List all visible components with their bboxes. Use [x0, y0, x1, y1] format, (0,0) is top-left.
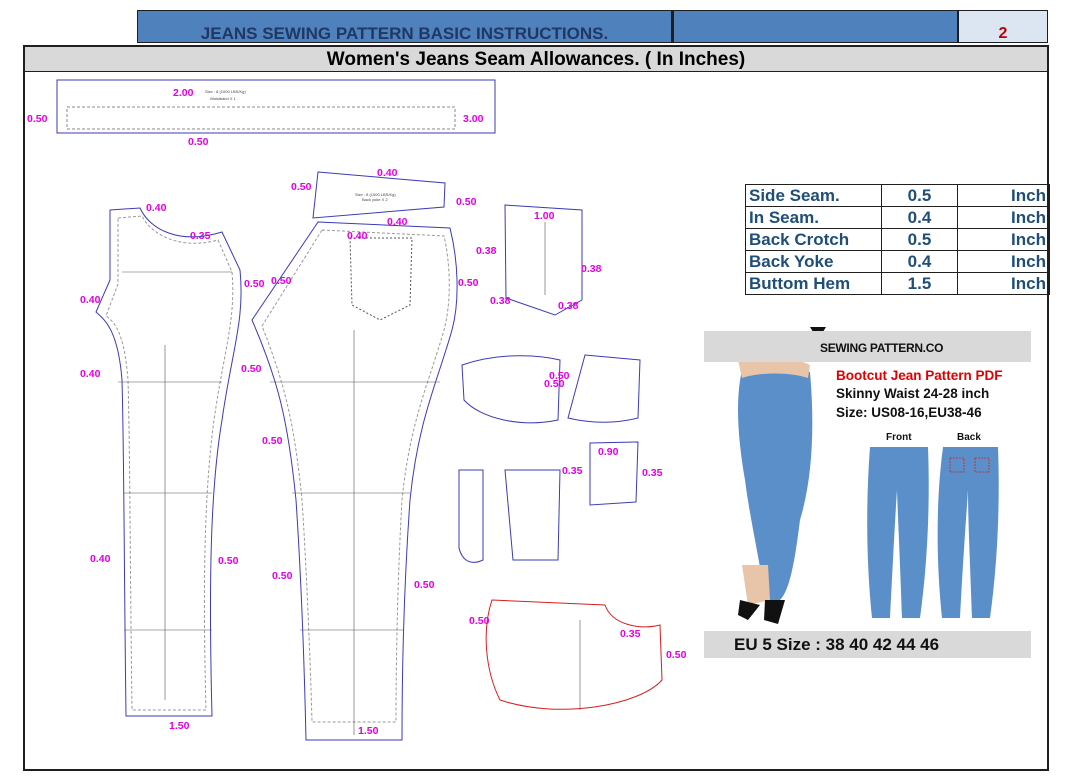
- dim-yoke-left: 0.50: [291, 181, 312, 193]
- ad-brand-name: SEWING PATTERN.CO: [820, 341, 944, 355]
- row-name: Buttom Hem: [746, 273, 882, 295]
- pocket-bag-piece: [486, 600, 662, 709]
- svg-text:Back yoke X 2: Back yoke X 2: [362, 197, 388, 202]
- dim-front-top: 0.40: [146, 202, 167, 214]
- back-leg-piece: [252, 222, 457, 740]
- front-jeans-image: [867, 447, 929, 618]
- row-unit: Inch: [958, 207, 1050, 229]
- table-row: [746, 251, 1050, 273]
- page-number: 2: [958, 10, 1048, 43]
- row-unit: Inch: [958, 229, 1050, 251]
- dim-front-rise: 0.35: [190, 230, 211, 242]
- row-value: 0.5: [882, 185, 958, 207]
- dim-facing-right: 0.50: [544, 378, 565, 390]
- back-leg-seamline: [262, 230, 449, 722]
- dim-front-left-mid: 0.40: [80, 368, 101, 380]
- row-name: In Seam.: [746, 207, 882, 229]
- dim-back-left-upper: 0.50: [271, 275, 292, 287]
- row-value: 0.4: [882, 251, 958, 273]
- dim-yoke-bottom: 0.40: [387, 216, 408, 228]
- dim-yoke-top: 0.40: [377, 167, 398, 179]
- ad-waist-info: Skinny Waist 24-28 inch: [836, 386, 990, 401]
- dim-back-left-low: 0.50: [272, 570, 293, 582]
- dim-waistband-bottom: 0.50: [188, 136, 209, 148]
- back-pocket-outline: [350, 238, 412, 320]
- ad-front-label: Front: [886, 432, 912, 443]
- page-subtitle: Women's Jeans Seam Allowances. ( In Inches): [25, 47, 1047, 72]
- dim-bag-right: 0.50: [666, 649, 687, 661]
- dim-back-top: 0.40: [347, 230, 368, 242]
- waistband-seamline: [67, 107, 455, 129]
- dim-waistband-right: 3.00: [463, 113, 484, 125]
- dim-back-left-mid2: 0.50: [262, 435, 283, 447]
- dim-back-left-mid: 0.50: [241, 363, 262, 375]
- dim-front-left-upper: 0.40: [80, 294, 101, 306]
- dim-bag-left: 0.50: [469, 615, 490, 627]
- row-name: Back Crotch: [746, 229, 882, 251]
- row-unit: Inch: [958, 273, 1050, 295]
- ad-sizes-text: EU 5 Size : 38 40 42 44 46: [734, 635, 940, 654]
- back-jeans-image: [938, 447, 999, 618]
- dim-pocket-top: 1.00: [534, 210, 555, 222]
- table-row: [746, 207, 1050, 229]
- row-value: 1.5: [882, 273, 958, 295]
- table-row: [746, 273, 1050, 295]
- dim-coin-left: 0.35: [562, 465, 583, 477]
- dim-facing-left: 0.50: [549, 370, 570, 382]
- row-unit: Inch: [958, 251, 1050, 273]
- ad-back-label: Back: [957, 432, 981, 443]
- row-name: Back Yoke: [746, 251, 882, 273]
- svg-text:Size : 8 (1000 LBS/Kg): Size : 8 (1000 LBS/Kg): [205, 89, 246, 94]
- dim-coin-top: 0.90: [598, 446, 619, 458]
- front-facing-piece: [568, 355, 640, 422]
- fly-piece: [459, 470, 483, 562]
- ad-size-info: Size: US08-16,EU38-46: [836, 405, 982, 420]
- dim-waistband-left: 0.50: [27, 113, 48, 125]
- row-unit: Inch: [958, 185, 1050, 207]
- dim-coin-right: 0.35: [642, 467, 663, 479]
- header-title: JEANS SEWING PATTERN BASIC INSTRUCTIONS.: [137, 10, 672, 43]
- dim-pocket-right: 0.38: [581, 263, 602, 275]
- row-value: 0.4: [882, 207, 958, 229]
- jeans-model-image: [738, 327, 826, 624]
- dim-yoke-right: 0.50: [456, 196, 477, 208]
- table-row: [746, 185, 1050, 207]
- dim-back-hem: 1.50: [358, 725, 379, 737]
- dim-back-right-low: 0.50: [414, 579, 435, 591]
- dim-back-right-upper: 0.50: [458, 277, 479, 289]
- dim-front-left-low: 0.40: [90, 553, 111, 565]
- svg-text:Size : 8 (1000 LBS/Kg): Size : 8 (1000 LBS/Kg): [355, 192, 396, 197]
- row-value: 0.5: [882, 229, 958, 251]
- dim-pocket-left: 0.38: [476, 245, 497, 257]
- dim-pocket-bottom-left: 0.38: [490, 295, 511, 307]
- dim-front-hem: 1.50: [169, 720, 190, 732]
- table-row: [746, 229, 1050, 251]
- dim-front-side: 0.50: [244, 278, 265, 290]
- dim-bag-top: 0.35: [620, 628, 641, 640]
- fly-shield-piece: [505, 470, 560, 560]
- seam-allowance-table: [745, 184, 1050, 295]
- dim-pocket-bottom-right: 0.38: [558, 300, 579, 312]
- row-name: Side Seam.: [746, 185, 882, 207]
- dim-front-inner-low: 0.50: [218, 555, 239, 567]
- ad-product-title: Bootcut Jean Pattern PDF: [836, 368, 1003, 383]
- dim-waistband-top: 2.00: [173, 87, 194, 99]
- svg-text:Waistband X 1: Waistband X 1: [210, 96, 236, 101]
